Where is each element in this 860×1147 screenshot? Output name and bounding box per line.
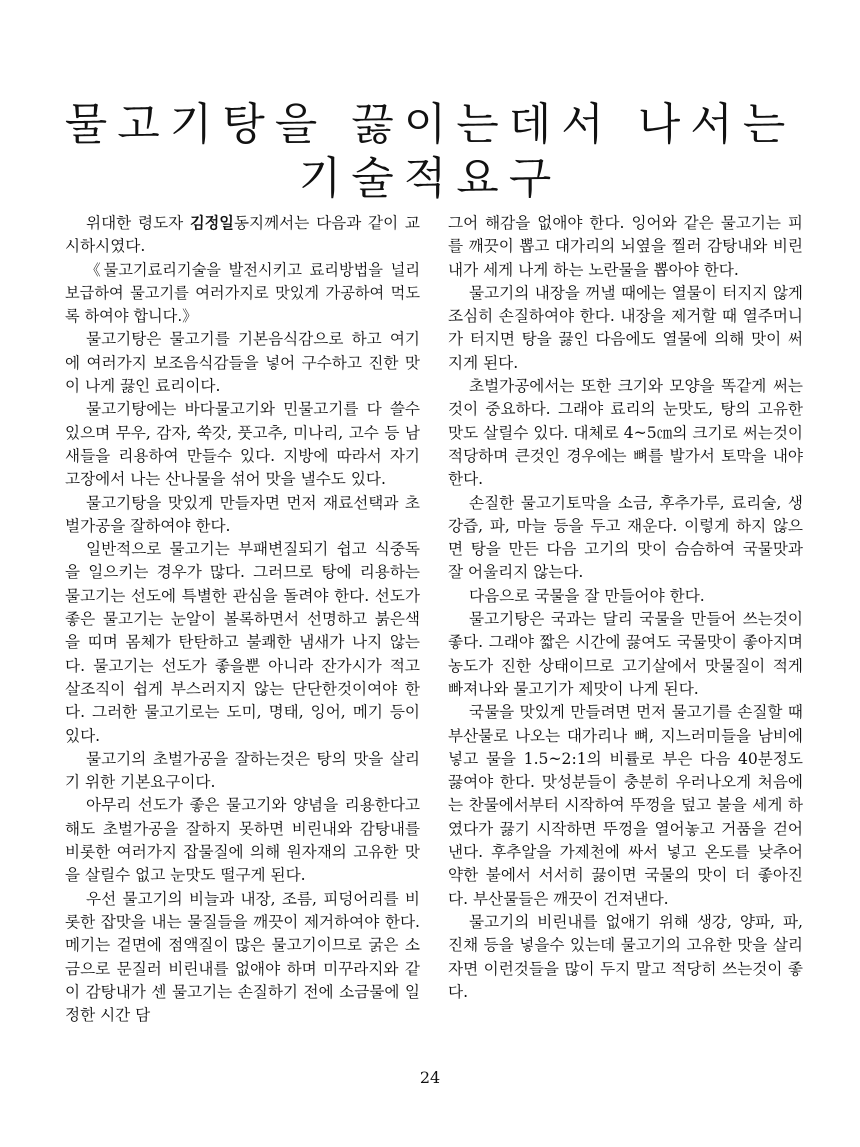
body-paragraph: 국물을 맛있게 만들려면 먼저 물고기를 손질할 때 부산물로 나오는 대가리나 뼈, 지느러미들을 남비에 넣고 물을 1.5~2:1의 비률로 부은 다음 40분정도 끓여야 한다. 맛성분들이 충분히 우러나오게 처음에는 찬물에서부터 시작하여 뚜껑을 덮고 불을 세게 하였다가 끓기 시작하면 뚜껑을 열어놓고 거품을 걷어낸다. 후추알을 가제천에 싸서 넣고 온도를 낮추어 약한 불에서 서서히 끓이면 국물의 맛이 더 좋아진다. 부산물들은 깨끗이 건져낸다.: [448, 703, 803, 908]
body-paragraph: 우선 물고기의 비늘과 내장, 조름, 피덩어리를 비롯한 잡맛을 내는 물질들을 깨끗이 제거하여야 한다. 메기는 겉면에 점액질이 많은 물고기이므로 굵은 소금으로 문질러 비린내를 없애야 하며 미꾸라지와 같이 감탕내가 센 물고기는 손질하기 전에 소금물에 일정한 시간 담: [65, 889, 420, 1025]
page-number: 24: [419, 1068, 441, 1087]
page-title-line-2: 기술적요구: [298, 153, 562, 204]
quote-paragraph: 《물고기료리기술을 발전시키고 료리방법을 널리 보급하여 물고기를 여러가지로 맛있게 가공하여 먹도록 하여야 합니다.》: [65, 260, 420, 326]
body-paragraph: 물고기탕은 물고기를 기본음식감으로 하고 여기에 여러가지 보조음식감들을 넣어 구수하고 진한 맛이 나게 끓인 료리이다.: [65, 330, 420, 396]
body-paragraph: 손질한 물고기토막을 소금, 후추가루, 료리술, 생강즙, 파, 마늘 등을 두고 재운다. 이렇게 하지 않으면 탕을 만든 다음 고기의 맛이 슴슴하여 국물맛과 잘 어울리지 않는다.: [448, 493, 803, 582]
continued-paragraph: 그어 해감을 없애야 한다. 잉어와 같은 물고기는 피를 깨끗이 뽑고 대가리의 뇌옆을 찔러 감탕내와 비린내가 세게 나게 하는 노란물을 뽑아야 한다.: [448, 214, 803, 279]
body-paragraph: 물고기의 비린내를 없애기 위해 생강, 양파, 파, 진채 등을 넣을수 있는데 물고기의 고유한 맛을 살리자면 이런것들을 많이 두지 말고 적당히 쓰는것이 좋다.: [448, 912, 803, 1001]
body-paragraph: 다음으로 국물을 잘 만들어야 한다.: [469, 586, 705, 605]
intro-text-end: 동지께서는 다음과 같이 교시하시였다.: [65, 214, 420, 256]
body-paragraph: 물고기의 초벌가공을 잘하는것은 탕의 맛을 살리기 위한 기본요구이다.: [65, 749, 420, 792]
body-paragraph: 일반적으로 물고기는 부패변질되기 쉽고 식중독을 일으키는 경우가 많다. 그러므로 탕에 리용하는 물고기는 선도에 특별한 관심을 돌려야 한다. 선도가 좋은 물고기는 눈알이 볼록하면서 선명하고 붉은색을 띠며 몸체가 탄탄하고 불쾌한 냄새가 나지 않는다. 물고기는 선도가 좋을뿐 아니라 잔가시가 적고 살조직이 쉽게 부스러지지 않는 단단한것이여야 한다. 그러한 물고기로는 도미, 명태, 잉어, 메기 등이 있다.: [65, 540, 420, 745]
intro-text: 위대한 령도자: [86, 214, 190, 232]
body-paragraph: 물고기탕에는 바다물고기와 민물고기를 다 쓸수 있으며 무우, 감자, 쑥갓, 풋고추, 미나리, 고수 등 남새들을 리용하여 만들수 있다. 지방에 따라서 자기 고장에서 나는 산나물을 섞어 맛을 낼수도 있다.: [65, 400, 420, 489]
body-paragraph: 물고기의 내장을 꺼낼 때에는 열물이 터지지 않게 조심히 손질하여야 한다. 내장을 제거할 때 열주머니가 터지면 탕을 끓인 다음에도 열물에 의해 맛이 써지게 된다.: [448, 283, 803, 372]
left-column: [65, 212, 420, 1027]
right-column: [448, 212, 803, 1004]
page-title-line-1: 물고기탕을 끓이는데서 나서는: [64, 99, 796, 150]
body-paragraph: 초벌가공에서는 또한 크기와 모양을 똑같게 써는것이 중요하다. 그래야 료리의 눈맛도, 탕의 고유한 맛도 살릴수 있다. 대체로 4~5㎝의 크기로 써는것이 적당하며 큰것인 경우에는 뼈를 발가서 토막을 내야 한다.: [448, 377, 803, 489]
body-paragraph: 아무리 선도가 좋은 물고기와 양념을 리용한다고 해도 초벌가공을 잘하지 못하면 비린내와 감탕내를 비롯한 여러가지 잡물질에 의해 원자재의 고유한 맛을 살릴수 없고 눈맛도 떨구게 된다.: [65, 796, 420, 885]
intro-paragraph: [65, 212, 420, 259]
body-paragraph: 물고기탕을 맛있게 만들자면 먼저 재료선택과 초벌가공을 잘하여야 한다.: [65, 493, 420, 535]
leader-name: 김정일: [189, 214, 234, 232]
body-paragraph: 물고기탕은 국과는 달리 국물을 만들어 쓰는것이 좋다. 그래야 짧은 시간에 끓여도 국물맛이 좋아지며 농도가 진한 상태이므로 고기살에서 맛물질이 적게 빠져나와 물고기가 제맛이 나게 된다.: [448, 610, 803, 698]
